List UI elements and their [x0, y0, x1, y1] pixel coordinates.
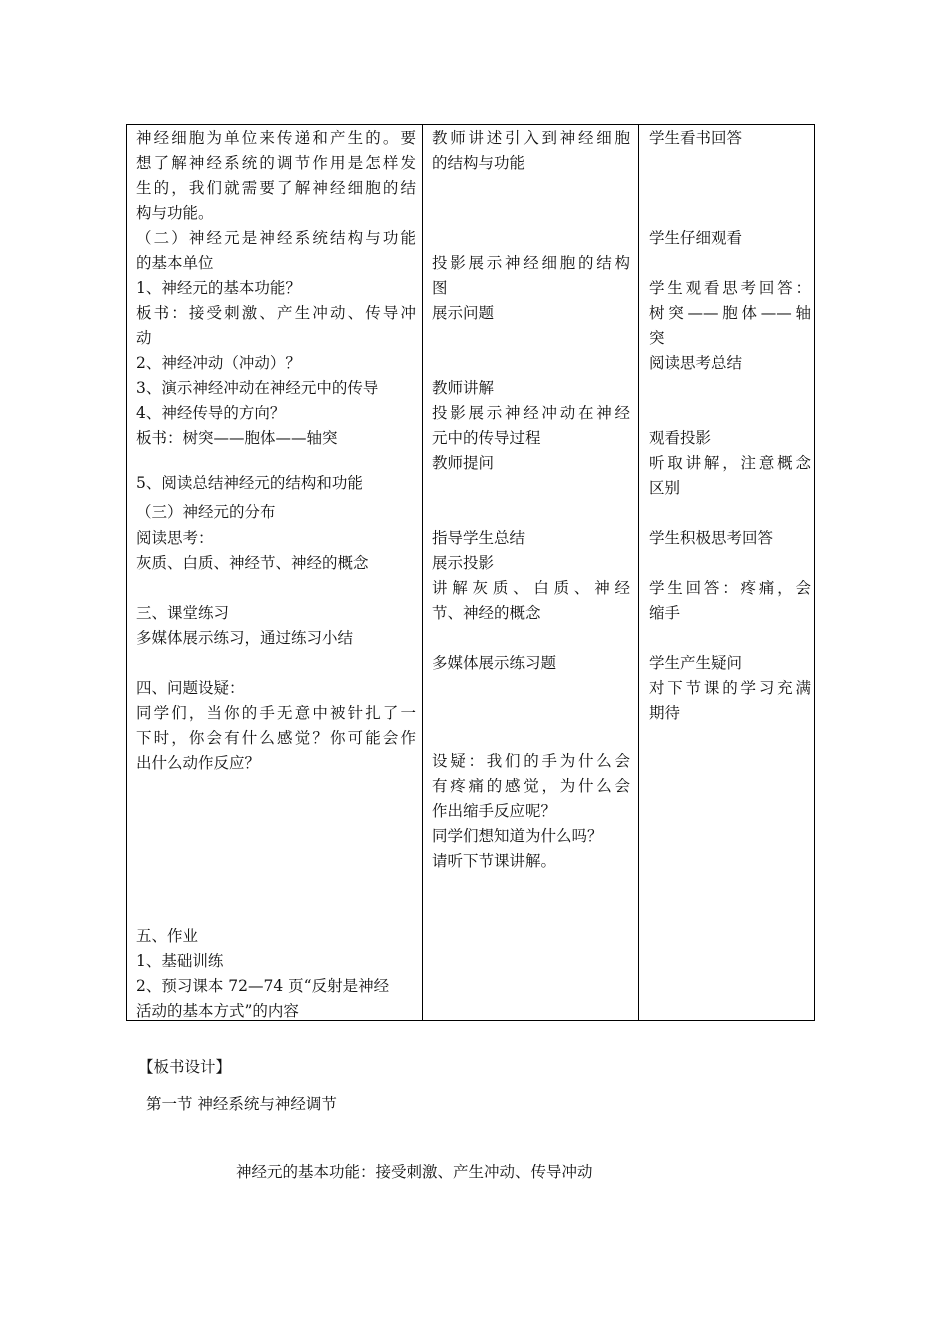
- student-line: 学生看书回答: [649, 129, 743, 147]
- content-line: 活动的基本方式”的内容: [136, 1002, 299, 1020]
- board-section-title: 第一节 神经系统与神经调节: [146, 1095, 337, 1113]
- teacher-line: 作出缩手反应呢？: [432, 802, 557, 820]
- teacher-line: 同学们想知道为什么吗？: [432, 827, 603, 845]
- content-line: 1、基础训练: [136, 952, 224, 970]
- content-line: 1、神经元的基本功能？: [136, 279, 301, 297]
- content-line: （三）神经元的分布: [136, 503, 276, 521]
- teacher-line: 节、神经的概念: [432, 604, 541, 622]
- teacher-line: 展示投影: [432, 554, 495, 572]
- content-line: 动: [136, 329, 152, 347]
- teacher-line: 教师提问: [432, 454, 495, 472]
- teacher-line: 设疑：我们的手为什么会: [432, 752, 630, 770]
- content-line: 生的，我们就需要了解神经细胞的结: [136, 179, 416, 197]
- teacher-line: 讲解灰质、白质、神经: [432, 579, 630, 597]
- student-line: 缩手: [649, 604, 681, 622]
- content-line: 3、演示神经冲动在神经元中的传导: [136, 379, 379, 397]
- teacher-line: 有疼痛的感觉，为什么会: [432, 777, 630, 795]
- student-line: 学生仔细观看: [649, 229, 743, 247]
- student-line: 树突——胞体——轴: [649, 304, 811, 322]
- content-line: 灰质、白质、神经节、神经的概念: [136, 554, 369, 572]
- content-line: 四、问题设疑：: [136, 679, 245, 697]
- teacher-line: 指导学生总结: [432, 529, 526, 547]
- student-activity-column: [639, 125, 814, 1020]
- student-line: 学生产生疑问: [649, 654, 743, 672]
- student-line: 观看投影: [649, 429, 712, 447]
- teacher-line: 投影展示神经细胞的结构: [432, 254, 630, 272]
- student-line: 对下节课的学习充满: [649, 679, 811, 697]
- teacher-line: 投影展示神经冲动在神经: [432, 404, 630, 422]
- content-line: 4、神经传导的方向？: [136, 404, 286, 422]
- teacher-line: 请听下节课讲解。: [432, 852, 557, 870]
- student-line: 学生积极思考回答: [649, 529, 774, 547]
- content-line: 五、作业: [136, 927, 199, 945]
- content-line: 5、阅读总结神经元的结构和功能: [136, 474, 363, 492]
- teacher-line: 多媒体展示练习题: [432, 654, 557, 672]
- teacher-line: 教师讲述引入到神经细胞: [432, 129, 630, 147]
- content-column: [127, 125, 423, 1020]
- lesson-table: [126, 124, 815, 1021]
- content-line: 同学们，当你的手无意中被针扎了一: [136, 704, 416, 722]
- content-line: 的基本单位: [136, 254, 214, 272]
- teacher-line: 图: [432, 279, 448, 297]
- content-line: 2、预习课本 72—74 页“反射是神经: [136, 977, 390, 995]
- student-line: 区别: [649, 479, 681, 497]
- teacher-line: 的结构与功能: [432, 154, 526, 172]
- student-line: 学生观看思考回答：: [649, 279, 811, 297]
- content-line: 2、神经冲动（冲动）？: [136, 354, 301, 372]
- teacher-line: 教师讲解: [432, 379, 495, 397]
- teacher-line: 元中的传导过程: [432, 429, 541, 447]
- student-line: 听取讲解，注意概念: [649, 454, 811, 472]
- student-line: 期待: [649, 704, 681, 722]
- content-line: 三、课堂练习: [136, 604, 230, 622]
- content-line: 下时，你会有什么感觉？你可能会作: [136, 729, 416, 747]
- teacher-activity-column: [423, 125, 639, 1020]
- student-line: 学生回答：疼痛，会: [649, 579, 811, 597]
- content-line: 神经细胞为单位来传递和产生的。要: [136, 129, 416, 147]
- board-function-line: 神经元的基本功能：接受刺激、产生冲动、传导冲动: [236, 1163, 593, 1181]
- student-line: 突: [649, 329, 665, 347]
- board-design-heading: 【板书设计】: [138, 1058, 232, 1076]
- content-line: 阅读思考：: [136, 529, 214, 547]
- content-line: 板书：接受刺激、产生冲动、传导冲: [136, 304, 416, 322]
- content-line: 出什么动作反应？: [136, 754, 261, 772]
- student-line: 阅读思考总结: [649, 354, 743, 372]
- content-line: 多媒体展示练习，通过练习小结: [136, 629, 354, 647]
- content-line: 板书：树突——胞体——轴突: [136, 429, 338, 447]
- content-line: （二）神经元是神经系统结构与功能: [136, 229, 416, 247]
- content-line: 想了解神经系统的调节作用是怎样发: [136, 154, 416, 172]
- teacher-line: 展示问题: [432, 304, 495, 322]
- content-line: 构与功能。: [136, 204, 214, 222]
